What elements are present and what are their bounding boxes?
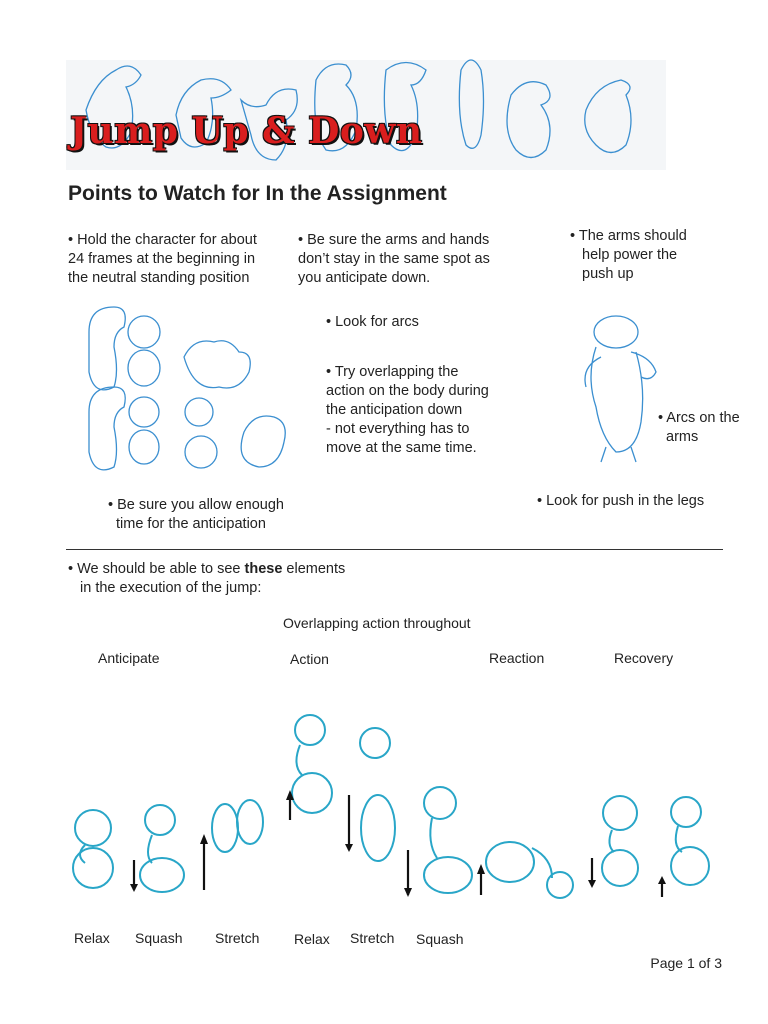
character-arms-sketch (576, 307, 662, 467)
pose-squash-1: Squash (135, 930, 183, 946)
phase-anticipate: Anticipate (98, 650, 160, 666)
note-overlap: • Try overlapping the action on the body during the anticipation down - not everything has to move at the same time. (326, 364, 489, 456)
note-push-legs: • Look for push in the legs (537, 493, 705, 509)
phase-reaction: Reaction (489, 650, 545, 666)
note-hold: • Hold the character for about 24 frames at the beginning in the neutral standing position (68, 232, 257, 286)
note-arms-power: • The arms should help power the push up (570, 228, 687, 282)
pose-squash-2: Squash (416, 931, 464, 947)
pose-stretch-1: Stretch (215, 930, 260, 946)
phase-action: Action (290, 651, 329, 667)
note-elements: • We should be able to see these elements in the execution of the jump: (68, 561, 346, 596)
pose-stretch-2: Stretch (350, 930, 395, 946)
banner-sketches (66, 40, 666, 172)
note-arcs: • Look for arcs (326, 314, 419, 330)
page-heading: Points to Watch for In the Assignment (68, 182, 447, 205)
ball-sequence (60, 700, 730, 915)
overlap-label: Overlapping action throughout (283, 615, 471, 631)
note-arcs-arms: • Arcs on the arms (658, 410, 740, 445)
skunk-sketches (84, 302, 290, 487)
phase-recovery: Recovery (614, 650, 674, 666)
divider (66, 549, 723, 550)
page-number: Page 1 of 3 (650, 955, 722, 971)
note-arms-hands: • Be sure the arms and hands don’t stay in the same spot as you anticipate down. (298, 232, 490, 286)
banner-title: Jump Up & Down (70, 110, 423, 152)
pose-relax-2: Relax (294, 931, 330, 947)
pose-relax-1: Relax (74, 930, 110, 946)
note-enough-time: • Be sure you allow enough time for the anticipation (108, 497, 284, 532)
